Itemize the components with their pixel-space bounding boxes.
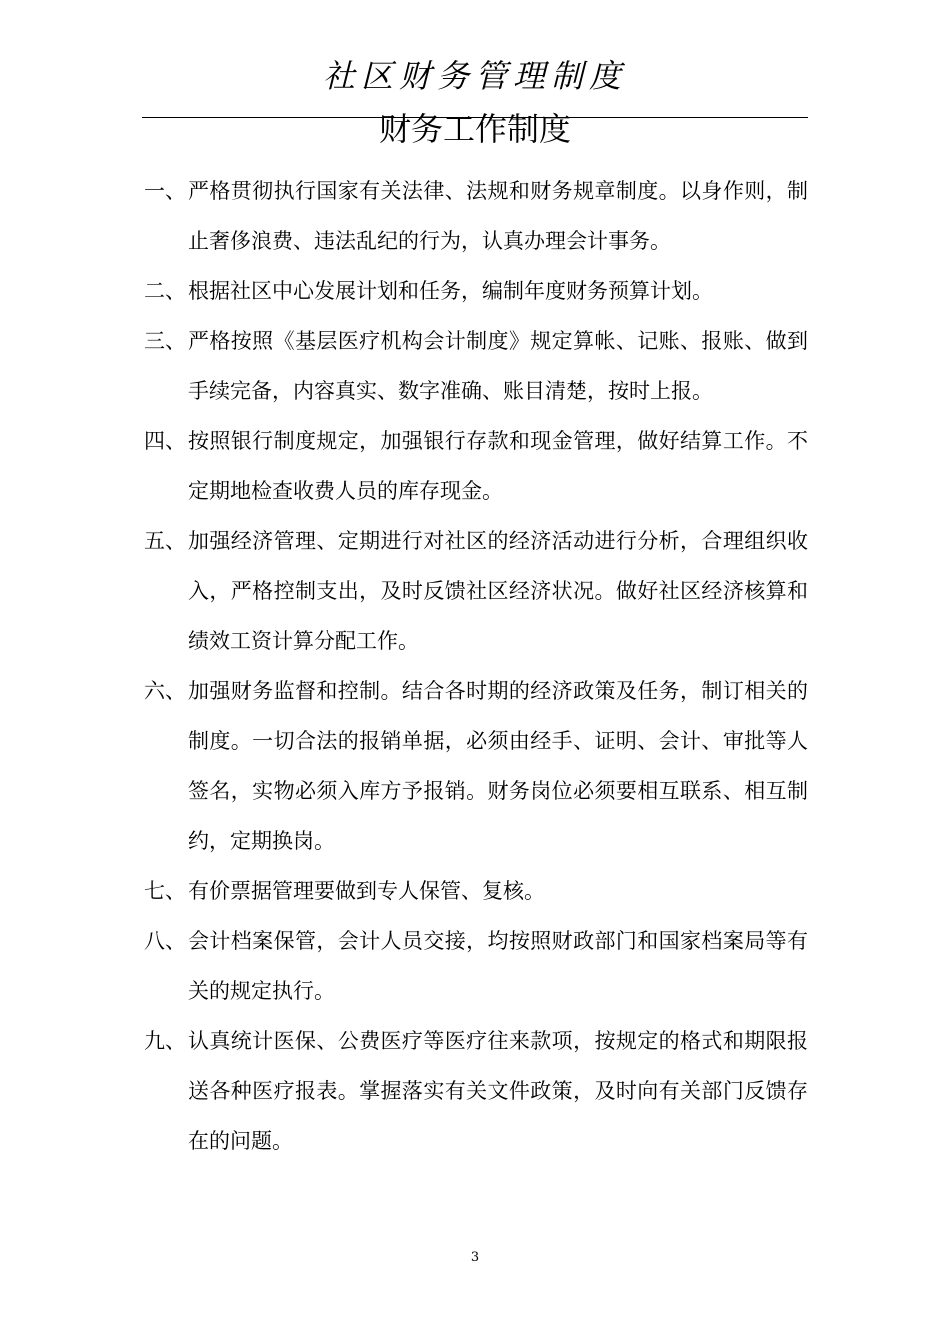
clause-number: 一、 xyxy=(144,179,186,203)
clause-text: 严格贯彻执行国家有关法律、法规和财务规章制度。以身作则，制止奢侈浪费、违法乱纪的行为，认真办理会计事务。 xyxy=(188,179,808,253)
clause-number: 三、 xyxy=(144,329,186,353)
clause-text: 按照银行制度规定，加强银行存款和现金管理，做好结算工作。不定期地检查收费人员的库存现金。 xyxy=(188,429,808,503)
clause-text: 根据社区中心发展计划和任务，编制年度财务预算计划。 xyxy=(188,279,713,303)
clause-number: 五、 xyxy=(144,529,186,553)
clause-4 xyxy=(144,416,808,516)
page-number: 3 xyxy=(470,1250,480,1265)
clause-1 xyxy=(144,166,808,266)
clause-5 xyxy=(144,516,808,666)
clause-8 xyxy=(144,916,808,1016)
running-header: 社区财务管理制度 xyxy=(322,57,627,95)
clause-number: 二、 xyxy=(144,279,186,303)
page-title: 财务工作制度 xyxy=(378,110,571,148)
clause-list xyxy=(144,166,808,1166)
clause-text: 加强财务监督和控制。结合各时期的经济政策及任务，制订相关的制度。一切合法的报销单据，必须由经手、证明、会计、审批等人签名，实物必须入库方予报销。财务岗位必须要相互联系、相互制约，定期换岗。 xyxy=(188,679,808,853)
clause-number: 七、 xyxy=(144,879,186,903)
clause-number: 九、 xyxy=(144,1029,186,1053)
clause-3 xyxy=(144,316,808,416)
clause-text: 严格按照《基层医疗机构会计制度》规定算帐、记账、报账、做到手续完备，内容真实、数字准确、账目清楚，按时上报。 xyxy=(188,329,808,403)
clause-number: 八、 xyxy=(144,929,186,953)
clause-number: 六、 xyxy=(144,679,186,703)
clause-6 xyxy=(144,666,808,866)
clause-7 xyxy=(144,866,808,916)
clause-text: 会计档案保管，会计人员交接，均按照财政部门和国家档案局等有关的规定执行。 xyxy=(188,929,808,1003)
clause-text: 有价票据管理要做到专人保管、复核。 xyxy=(188,879,545,903)
clause-2 xyxy=(144,266,808,316)
clause-text: 认真统计医保、公费医疗等医疗往来款项，按规定的格式和期限报送各种医疗报表。掌握落实有关文件政策，及时向有关部门反馈存在的问题。 xyxy=(188,1029,808,1153)
clause-text: 加强经济管理、定期进行对社区的经济活动进行分析，合理组织收入，严格控制支出，及时反馈社区经济状况。做好社区经济核算和绩效工资计算分配工作。 xyxy=(188,529,808,653)
clause-9 xyxy=(144,1016,808,1166)
clause-number: 四、 xyxy=(144,429,186,453)
